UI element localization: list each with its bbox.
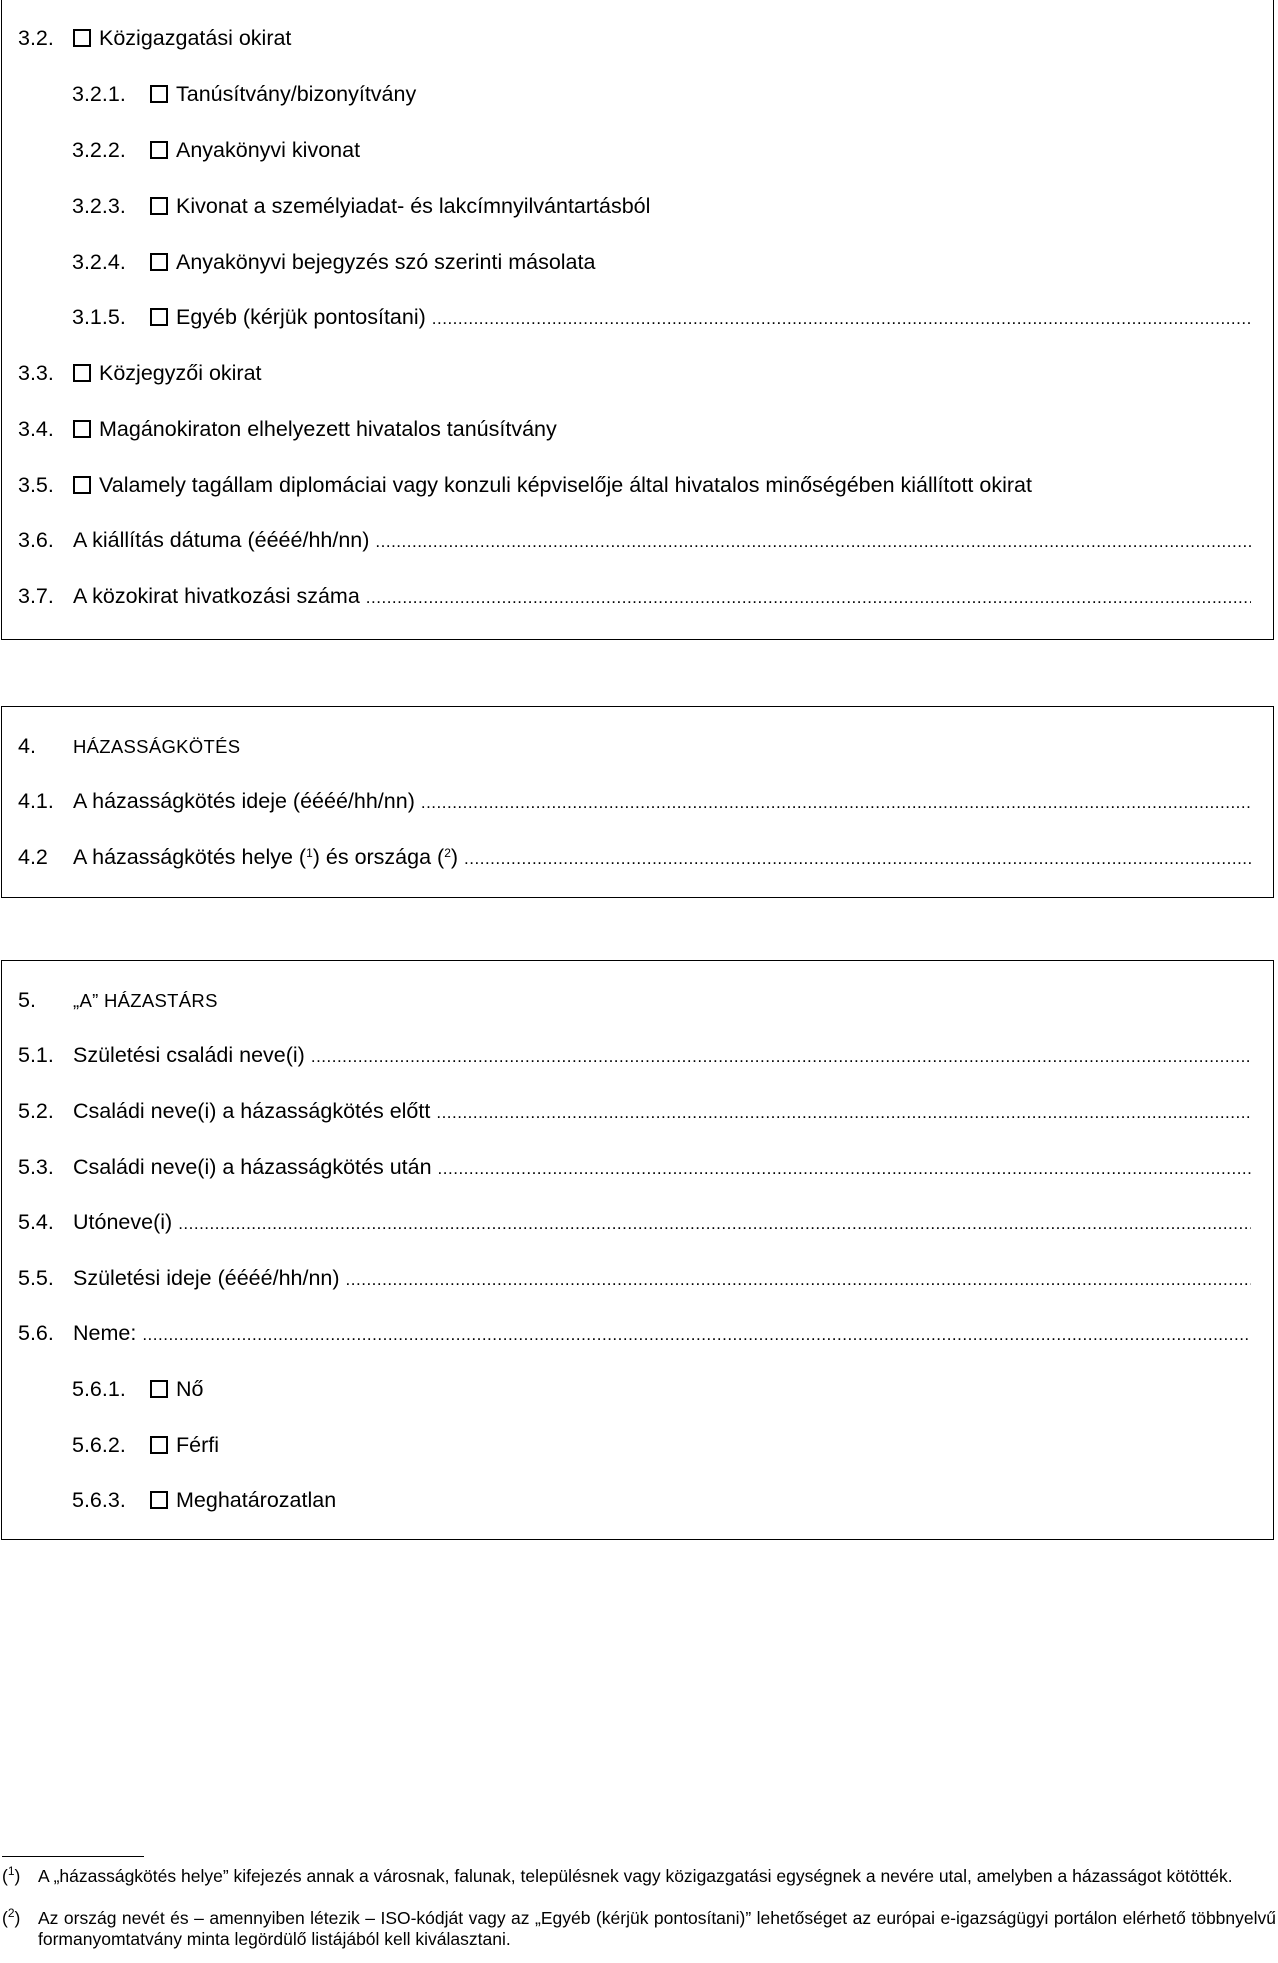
item-number: 3.2.2. — [72, 138, 126, 162]
item-number: 5.2. — [18, 1099, 54, 1123]
checkbox-3-1-5[interactable] — [150, 308, 168, 326]
item-label: Közigazgatási okirat — [99, 26, 292, 50]
item-label: A házasságkötés helye ($^1$) és országa ($^2$) — [73, 845, 459, 869]
item-number: 3.2. — [18, 26, 54, 50]
item-3-3 — [18, 361, 1251, 391]
item-label: Meghatározatlan — [176, 1488, 337, 1512]
checkbox-3-5[interactable] — [73, 476, 91, 494]
item-label: Neme: — [73, 1321, 137, 1345]
section-title: HÁZASSÁGKÖTÉS — [73, 736, 241, 757]
item-label: Egyéb (kérjük pontosítani) — [176, 305, 426, 329]
item-4-1 — [18, 789, 1251, 819]
section-5-box — [1, 960, 1274, 1540]
item-label: A házasságkötés ideje (éééé/hh/nn) — [73, 789, 415, 813]
footnote-text: Az ország nevét és – amennyiben létezik – ISO-kódját vagy az „Egyéb (kérjük pontosítani)” lehetőséget az európai e-igazságügyi portálon elérhető többnyelvű formanyomtatvány minta legördülő listájából kell kiválasztani. — [38, 1908, 1276, 1949]
checkbox-3-2-3[interactable] — [150, 197, 168, 215]
item-number: 3.2.4. — [72, 250, 126, 274]
item-5-6-2 — [72, 1433, 1251, 1463]
item-label: Valamely tagállam diplomáciai vagy konzuli képviselője által hivatalos minőségében kiállított okirat — [99, 473, 1032, 497]
item-number: 4.2 — [18, 845, 48, 869]
item-label: Tanúsítvány/bizonyítvány — [176, 82, 417, 106]
section-4-heading — [18, 734, 1251, 764]
fill-in-line-5-4[interactable] — [178, 1214, 1251, 1234]
checkbox-3-3[interactable] — [73, 364, 91, 382]
fill-in-line-5-3[interactable] — [438, 1159, 1251, 1179]
item-label: Férfi — [176, 1433, 219, 1457]
item-number: 4.1. — [18, 789, 54, 813]
item-label: Anyakönyvi kivonat — [176, 138, 361, 162]
section-5-heading — [18, 988, 1251, 1018]
item-label: Utóneve(i) — [73, 1210, 173, 1234]
item-number: 5.6.3. — [72, 1488, 126, 1512]
item-3-6 — [18, 528, 1251, 558]
section-title: „A” HÁZASTÁRS — [73, 990, 218, 1011]
checkbox-3-2-1[interactable] — [150, 85, 168, 103]
item-3-1-5 — [72, 305, 1251, 335]
item-5-6-3 — [72, 1488, 1251, 1518]
item-4-2 — [18, 845, 1251, 875]
checkbox-3-2-4[interactable] — [150, 253, 168, 271]
item-number: 3.5. — [18, 473, 54, 497]
item-number: 5.6.1. — [72, 1377, 126, 1401]
footnote-2 — [2, 1905, 1276, 1950]
footnote-1 — [2, 1863, 1276, 1887]
fill-in-line-3-6[interactable] — [375, 532, 1251, 552]
fill-in-line-5-2[interactable] — [436, 1103, 1251, 1123]
item-number: 5.4. — [18, 1210, 54, 1234]
item-label: Anyakönyvi bejegyzés szó szerinti másolata — [176, 250, 596, 274]
item-3-2-3 — [72, 194, 1251, 224]
item-number: 5.6. — [18, 1321, 54, 1345]
section-number: 5. — [18, 988, 36, 1012]
section-4-box — [1, 706, 1274, 898]
item-number: 3.2.3. — [72, 194, 126, 218]
item-5-4 — [18, 1210, 1251, 1240]
item-number: 5.5. — [18, 1266, 54, 1290]
checkbox-5-6-3[interactable] — [150, 1491, 168, 1509]
item-5-1 — [18, 1043, 1251, 1073]
footnote-ref-2: 2 — [444, 845, 451, 860]
fill-in-line-4-2[interactable] — [464, 849, 1251, 869]
item-number: 5.6.2. — [72, 1433, 126, 1457]
item-label: Családi neve(i) a házasságkötés után — [73, 1155, 432, 1179]
item-label: Születési családi neve(i) — [73, 1043, 305, 1067]
section-3-box — [1, 0, 1274, 640]
item-number: 3.4. — [18, 417, 54, 441]
checkbox-5-6-2[interactable] — [150, 1436, 168, 1454]
item-label: Családi neve(i) a házasságkötés előtt — [73, 1099, 431, 1123]
item-label: A közokirat hivatkozási száma — [73, 584, 360, 608]
fill-in-line-5-1[interactable] — [311, 1047, 1251, 1067]
item-5-6-1 — [72, 1377, 1251, 1407]
item-label: Közjegyzői okirat — [99, 361, 262, 385]
fill-in-line-5-6[interactable] — [142, 1325, 1251, 1345]
footnote-text: A „házasságkötés helye” kifejezés annak a városnak, falunak, településnek vagy közigazgatási egységnek a nevére utal, amelyben a házasságot kötötték. — [38, 1866, 1233, 1886]
item-number: 3.1.5. — [72, 305, 126, 329]
fill-in-line-3-7[interactable] — [366, 588, 1251, 608]
item-number: 3.2.1. — [72, 82, 126, 106]
footnote-mark: ($^2$) — [2, 1905, 21, 1928]
item-number: 5.1. — [18, 1043, 54, 1067]
item-3-2-4 — [72, 250, 1251, 280]
item-5-5 — [18, 1266, 1251, 1296]
checkbox-5-6-1[interactable] — [150, 1380, 168, 1398]
item-label: Magánokiraton elhelyezett hivatalos tanúsítvány — [99, 417, 557, 441]
fill-in-line-5-5[interactable] — [346, 1270, 1251, 1290]
item-3-7 — [18, 584, 1251, 614]
footnote-divider — [2, 1856, 144, 1857]
item-5-3 — [18, 1155, 1251, 1185]
item-label: Születési ideje (éééé/hh/nn) — [73, 1266, 340, 1290]
fill-in-line-3-1-5[interactable] — [432, 309, 1251, 329]
item-label: Nő — [176, 1377, 204, 1401]
item-number: 3.3. — [18, 361, 54, 385]
item-5-2 — [18, 1099, 1251, 1129]
section-number: 4. — [18, 734, 36, 758]
checkbox-3-2[interactable] — [73, 29, 91, 47]
footnote-ref-1: 1 — [306, 845, 313, 860]
item-3-2-1 — [72, 82, 1251, 112]
item-label: Kivonat a személyiadat- és lakcímnyilvántartásból — [176, 194, 651, 218]
checkbox-3-4[interactable] — [73, 420, 91, 438]
fill-in-line-4-1[interactable] — [421, 793, 1251, 813]
item-number: 5.3. — [18, 1155, 54, 1179]
item-number: 3.6. — [18, 528, 54, 552]
item-number: 3.7. — [18, 584, 54, 608]
item-3-2 — [18, 26, 1251, 56]
item-5-6 — [18, 1321, 1251, 1351]
footnote-mark: ($^1$) — [2, 1863, 21, 1886]
item-3-2-2 — [72, 138, 1251, 168]
item-label: A kiállítás dátuma (éééé/hh/nn) — [73, 528, 370, 552]
item-3-4 — [18, 417, 1251, 447]
item-3-5 — [18, 473, 1251, 503]
checkbox-3-2-2[interactable] — [150, 141, 168, 159]
